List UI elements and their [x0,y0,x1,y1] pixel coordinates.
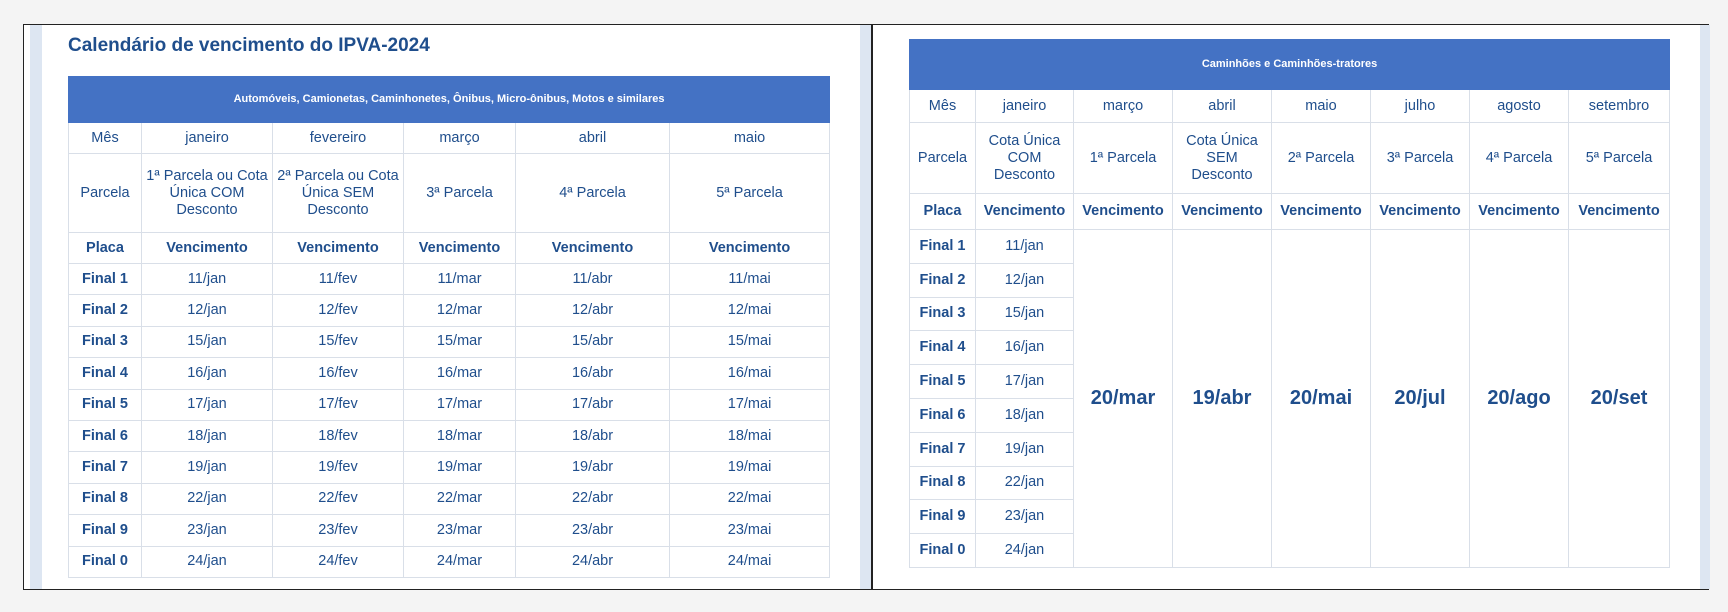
page-divider [871,25,873,589]
vencimento-date-cell: 16/mai [670,358,830,389]
merged-vencimento-cell: 20/ago [1470,230,1569,568]
ipva-table-automoveis [68,76,830,578]
vencimento-date-cell: 23/mai [670,515,830,546]
middle-margin-strip [860,25,871,589]
placa-final-cell: Final 8 [69,483,142,514]
vencimento-date-cell: 16/mar [404,358,516,389]
table-row [910,230,1670,264]
vencimento-date-cell: 17/fev [273,389,404,420]
vencimento-date-cell: 17/jan [976,365,1074,399]
month-row [910,90,1670,123]
placa-final-cell: Final 6 [910,398,976,432]
vencimento-date-cell: 24/jan [142,546,273,577]
placa-final-cell: Final 6 [69,420,142,451]
vencimento-date-cell: 19/jan [976,432,1074,466]
vencimento-date-cell: 17/abr [516,389,670,420]
table-row [69,546,830,577]
month-row [69,123,830,154]
month-cell: setembro [1569,90,1670,123]
vencimento-label: Vencimento [1272,194,1371,230]
parcela-cell: 1ª Parcela [1074,123,1173,194]
placa-final-cell: Final 2 [910,263,976,297]
vencimento-date-cell: 11/mar [404,264,516,295]
parcela-cell: 1ª Parcela ou Cota Única COM Desconto [142,154,273,233]
vencimento-date-cell: 12/jan [142,295,273,326]
placa-final-cell: Final 7 [910,432,976,466]
vencimento-date-cell: 24/abr [516,546,670,577]
vencimento-date-cell: 11/mai [670,264,830,295]
placa-final-cell: Final 5 [910,365,976,399]
merged-vencimento-cell: 20/set [1569,230,1670,568]
month-cell: julho [1371,90,1470,123]
placa-row [910,194,1670,230]
vencimento-date-cell: 18/jan [976,398,1074,432]
placa-final-cell: Final 9 [69,515,142,546]
merged-vencimento-cell: 20/mar [1074,230,1173,568]
vencimento-date-cell: 12/mar [404,295,516,326]
vencimento-date-cell: 22/abr [516,483,670,514]
table-row [69,420,830,451]
vencimento-date-cell: 17/jan [142,389,273,420]
month-cell: abril [1173,90,1272,123]
month-cell: janeiro [142,123,273,154]
month-cell: março [1074,90,1173,123]
vencimento-date-cell: 24/mai [670,546,830,577]
vencimento-date-cell: 19/mar [404,452,516,483]
vencimento-date-cell: 18/fev [273,420,404,451]
vencimento-label: Vencimento [1371,194,1470,230]
vencimento-date-cell: 11/abr [516,264,670,295]
parcela-cell: 5ª Parcela [670,154,830,233]
placa-final-cell: Final 3 [69,326,142,357]
parcela-cell: 2ª Parcela [1272,123,1371,194]
vencimento-date-cell: 19/jan [142,452,273,483]
placa-final-cell: Final 1 [910,230,976,264]
vencimento-date-cell: 15/abr [516,326,670,357]
vencimento-label: Vencimento [1074,194,1173,230]
vencimento-date-cell: 16/jan [142,358,273,389]
vencimento-label: Vencimento [273,233,404,264]
month-label: Mês [69,123,142,154]
parcela-row [69,154,830,233]
month-cell: maio [670,123,830,154]
vencimento-date-cell: 15/jan [142,326,273,357]
left-margin-strip [30,25,42,589]
vencimento-date-cell: 23/abr [516,515,670,546]
vencimento-date-cell: 23/jan [976,500,1074,534]
vencimento-date-cell: 15/mai [670,326,830,357]
vencimento-date-cell: 18/mai [670,420,830,451]
placa-label: Placa [910,194,976,230]
month-cell: maio [1272,90,1371,123]
table-row [69,264,830,295]
parcela-cell: 4ª Parcela [1470,123,1569,194]
vencimento-date-cell: 19/mai [670,452,830,483]
merged-vencimento-cell: 20/jul [1371,230,1470,568]
vencimento-date-cell: 19/fev [273,452,404,483]
placa-final-cell: Final 0 [910,534,976,568]
parcela-cell: 4ª Parcela [516,154,670,233]
parcela-label: Parcela [910,123,976,194]
vencimento-date-cell: 11/jan [142,264,273,295]
placa-final-cell: Final 4 [910,331,976,365]
vencimento-date-cell: 22/jan [976,466,1074,500]
parcela-label: Parcela [69,154,142,233]
placa-final-cell: Final 5 [69,389,142,420]
merged-vencimento-cell: 19/abr [1173,230,1272,568]
vencimento-date-cell: 12/abr [516,295,670,326]
month-label: Mês [910,90,976,123]
vencimento-date-cell: 22/mai [670,483,830,514]
table-row [69,326,830,357]
placa-final-cell: Final 2 [69,295,142,326]
vencimento-date-cell: 24/jan [976,534,1074,568]
parcela-cell: Cota Única SEM Desconto [1173,123,1272,194]
table-row [69,295,830,326]
vencimento-label: Vencimento [1173,194,1272,230]
right-margin-strip [1700,25,1710,589]
vencimento-date-cell: 16/jan [976,331,1074,365]
vencimento-date-cell: 22/mar [404,483,516,514]
vencimento-date-cell: 23/mar [404,515,516,546]
table-row [69,483,830,514]
vencimento-date-cell: 17/mar [404,389,516,420]
placa-final-cell: Final 4 [69,358,142,389]
table-row [69,515,830,546]
vencimento-date-cell: 15/fev [273,326,404,357]
vencimento-label: Vencimento [142,233,273,264]
month-cell: março [404,123,516,154]
table-row [69,452,830,483]
vencimento-label: Vencimento [976,194,1074,230]
ipva-table-caminhoes [909,39,1670,568]
vencimento-date-cell: 22/jan [142,483,273,514]
vencimento-date-cell: 16/fev [273,358,404,389]
parcela-cell: 5ª Parcela [1569,123,1670,194]
vencimento-date-cell: 11/jan [976,230,1074,264]
vencimento-date-cell: 15/jan [976,297,1074,331]
placa-row [69,233,830,264]
parcela-cell: 3ª Parcela [1371,123,1470,194]
vencimento-date-cell: 12/jan [976,263,1074,297]
month-cell: fevereiro [273,123,404,154]
table-header: Automóveis, Camionetas, Caminhonetes, Ônibus, Micro-ônibus, Motos e similares [69,77,830,123]
vencimento-date-cell: 23/jan [142,515,273,546]
placa-label: Placa [69,233,142,264]
vencimento-label: Vencimento [404,233,516,264]
page-title: Calendário de vencimento do IPVA-2024 [68,35,430,56]
placa-final-cell: Final 9 [910,500,976,534]
vencimento-date-cell: 19/abr [516,452,670,483]
placa-final-cell: Final 7 [69,452,142,483]
vencimento-date-cell: 24/fev [273,546,404,577]
placa-final-cell: Final 1 [69,264,142,295]
vencimento-date-cell: 12/mai [670,295,830,326]
vencimento-date-cell: 24/mar [404,546,516,577]
table-header: Caminhões e Caminhões-tratores [910,40,1670,90]
parcela-cell: 2ª Parcela ou Cota Única SEM Desconto [273,154,404,233]
month-cell: agosto [1470,90,1569,123]
parcela-cell: 3ª Parcela [404,154,516,233]
vencimento-date-cell: 22/fev [273,483,404,514]
parcela-row [910,123,1670,194]
placa-final-cell: Final 0 [69,546,142,577]
table-row [69,358,830,389]
vencimento-date-cell: 18/mar [404,420,516,451]
parcela-cell: Cota Única COM Desconto [976,123,1074,194]
placa-final-cell: Final 8 [910,466,976,500]
vencimento-label: Vencimento [1470,194,1569,230]
merged-vencimento-cell: 20/mai [1272,230,1371,568]
month-cell: abril [516,123,670,154]
vencimento-date-cell: 12/fev [273,295,404,326]
vencimento-date-cell: 17/mai [670,389,830,420]
vencimento-label: Vencimento [670,233,830,264]
vencimento-date-cell: 18/abr [516,420,670,451]
placa-final-cell: Final 3 [910,297,976,331]
vencimento-label: Vencimento [1569,194,1670,230]
vencimento-date-cell: 11/fev [273,264,404,295]
vencimento-date-cell: 18/jan [142,420,273,451]
vencimento-date-cell: 23/fev [273,515,404,546]
vencimento-date-cell: 15/mar [404,326,516,357]
vencimento-date-cell: 16/abr [516,358,670,389]
table-row [69,389,830,420]
vencimento-label: Vencimento [516,233,670,264]
month-cell: janeiro [976,90,1074,123]
document-frame [23,24,1709,590]
